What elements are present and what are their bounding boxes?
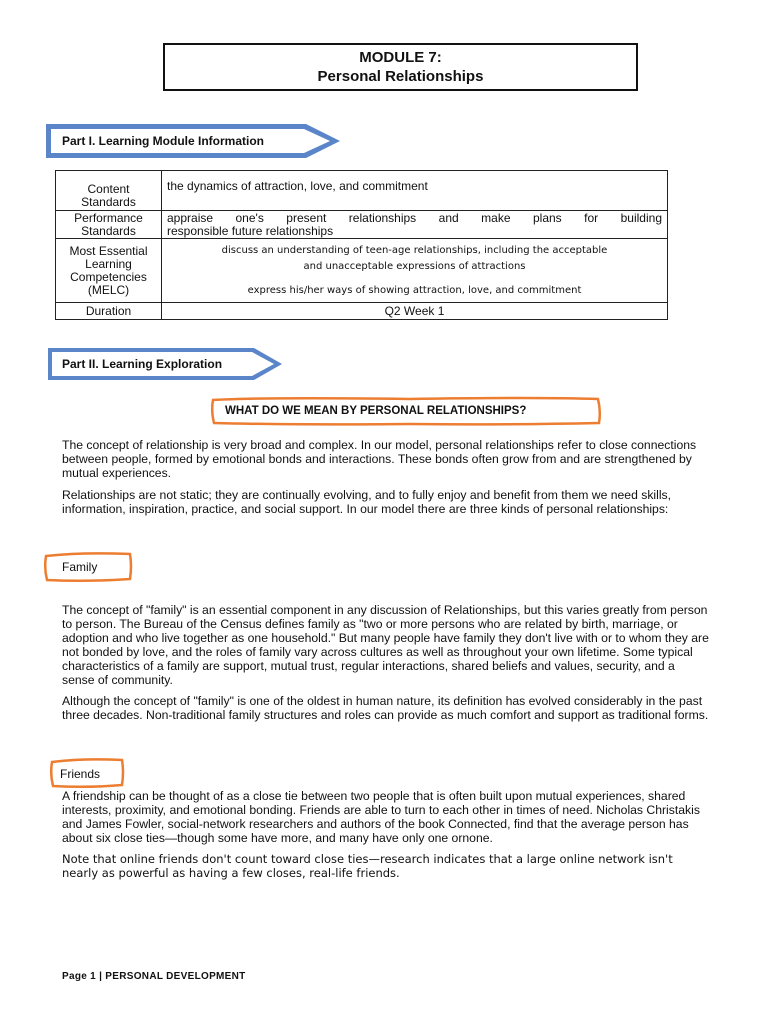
family-tag-label: Family: [62, 560, 98, 574]
family-paragraph: Although the concept of "family" is one of the oldest in human nature, its definition has evolved considerably in the past three decades. Non-traditional family structures and roles can provide as much comfort and support as traditional forms.: [62, 694, 709, 722]
row-value: Q2 Week 1: [162, 303, 668, 320]
row-label: Most Essential Learning Competencies (MELC): [56, 239, 162, 303]
intro-paragraph: Relationships are not static; they are continually evolving, and to fully enjoy and benefit from them we need skills, information, inspiration, practice, and social support. In our model there are three kinds of personal relationships:: [62, 488, 672, 516]
module-number: MODULE 7:: [359, 49, 442, 66]
part1-banner: [44, 121, 344, 161]
row-label: Content Standards: [56, 171, 162, 211]
row-value: [162, 239, 668, 303]
intro-paragraph: The concept of relationship is very broad and complex. In our model, personal relationships refer to close connections between people, formed by emotional bonds and interactions. These bonds often grow from and are strengthened by mutual experiences.: [62, 438, 697, 480]
part2-title: Part II. Learning Exploration: [62, 357, 223, 371]
family-paragraph: The concept of "family" is an essential component in any discussion of Relationships, but this varies greatly from person to person. The Bureau of the Census defines family as "two or more persons who are related by birth, marriage, or adoption and who live together as one household." But many people have family they don't live with or to whom they are not bonded by love, and the roles of family vary across cultures as well as throughout your own lifetime. Some typical characteristics of a family are support, mutual trust, regular interactions, shared beliefs and values, security, and a sense of community.: [62, 603, 709, 687]
table-row: [56, 171, 668, 211]
question-box: [209, 395, 604, 427]
row-value: the dynamics of attraction, love, and commitment: [162, 171, 668, 211]
value-line: appraise one's present relationships and make plans for building: [167, 210, 662, 225]
row-value: [162, 211, 668, 239]
friends-paragraph: A friendship can be thought of as a close tie between two people that is often built upon mutual experiences, shared interests, proximity, and emotional bonding. Friends are able to turn to each other in times of need. Nicholas Christakis and James Fowler, social-network researchers and authors of the book Connected, find that the average person has about six close ties—though some have more, and many have only one ornone.: [62, 789, 700, 845]
value-line: discuss an understanding of teen-age relationships, including the acceptable: [221, 244, 608, 256]
part2-banner: [46, 346, 286, 382]
module-info-table: [55, 170, 668, 320]
row-label: Performance Standards: [56, 211, 162, 239]
module-title: Personal Relationships: [317, 68, 484, 85]
row-label: Duration: [56, 303, 162, 320]
module-title-box: [163, 43, 638, 91]
part1-title: Part I. Learning Module Information: [62, 134, 265, 148]
table-row: [56, 303, 668, 320]
question-text: WHAT DO WE MEAN BY PERSONAL RELATIONSHIPS?: [225, 405, 527, 417]
friends-tag: [48, 756, 126, 790]
value-line: and unacceptable expressions of attractions: [303, 260, 526, 272]
value-line: responsible future relationships: [167, 223, 334, 238]
table-row: [56, 211, 668, 239]
value-line: express his/her ways of showing attraction, love, and commitment: [247, 284, 582, 296]
friends-tag-label: Friends: [60, 767, 101, 781]
friends-paragraph: Note that online friends don't count toward close ties—research indicates that a large online network isn't nearly as powerful as having a few closes, real-life friends.: [62, 852, 673, 880]
family-tag: [42, 550, 134, 584]
table-row: [56, 239, 668, 303]
page-footer: Page 1 | PERSONAL DEVELOPMENT: [62, 971, 246, 982]
